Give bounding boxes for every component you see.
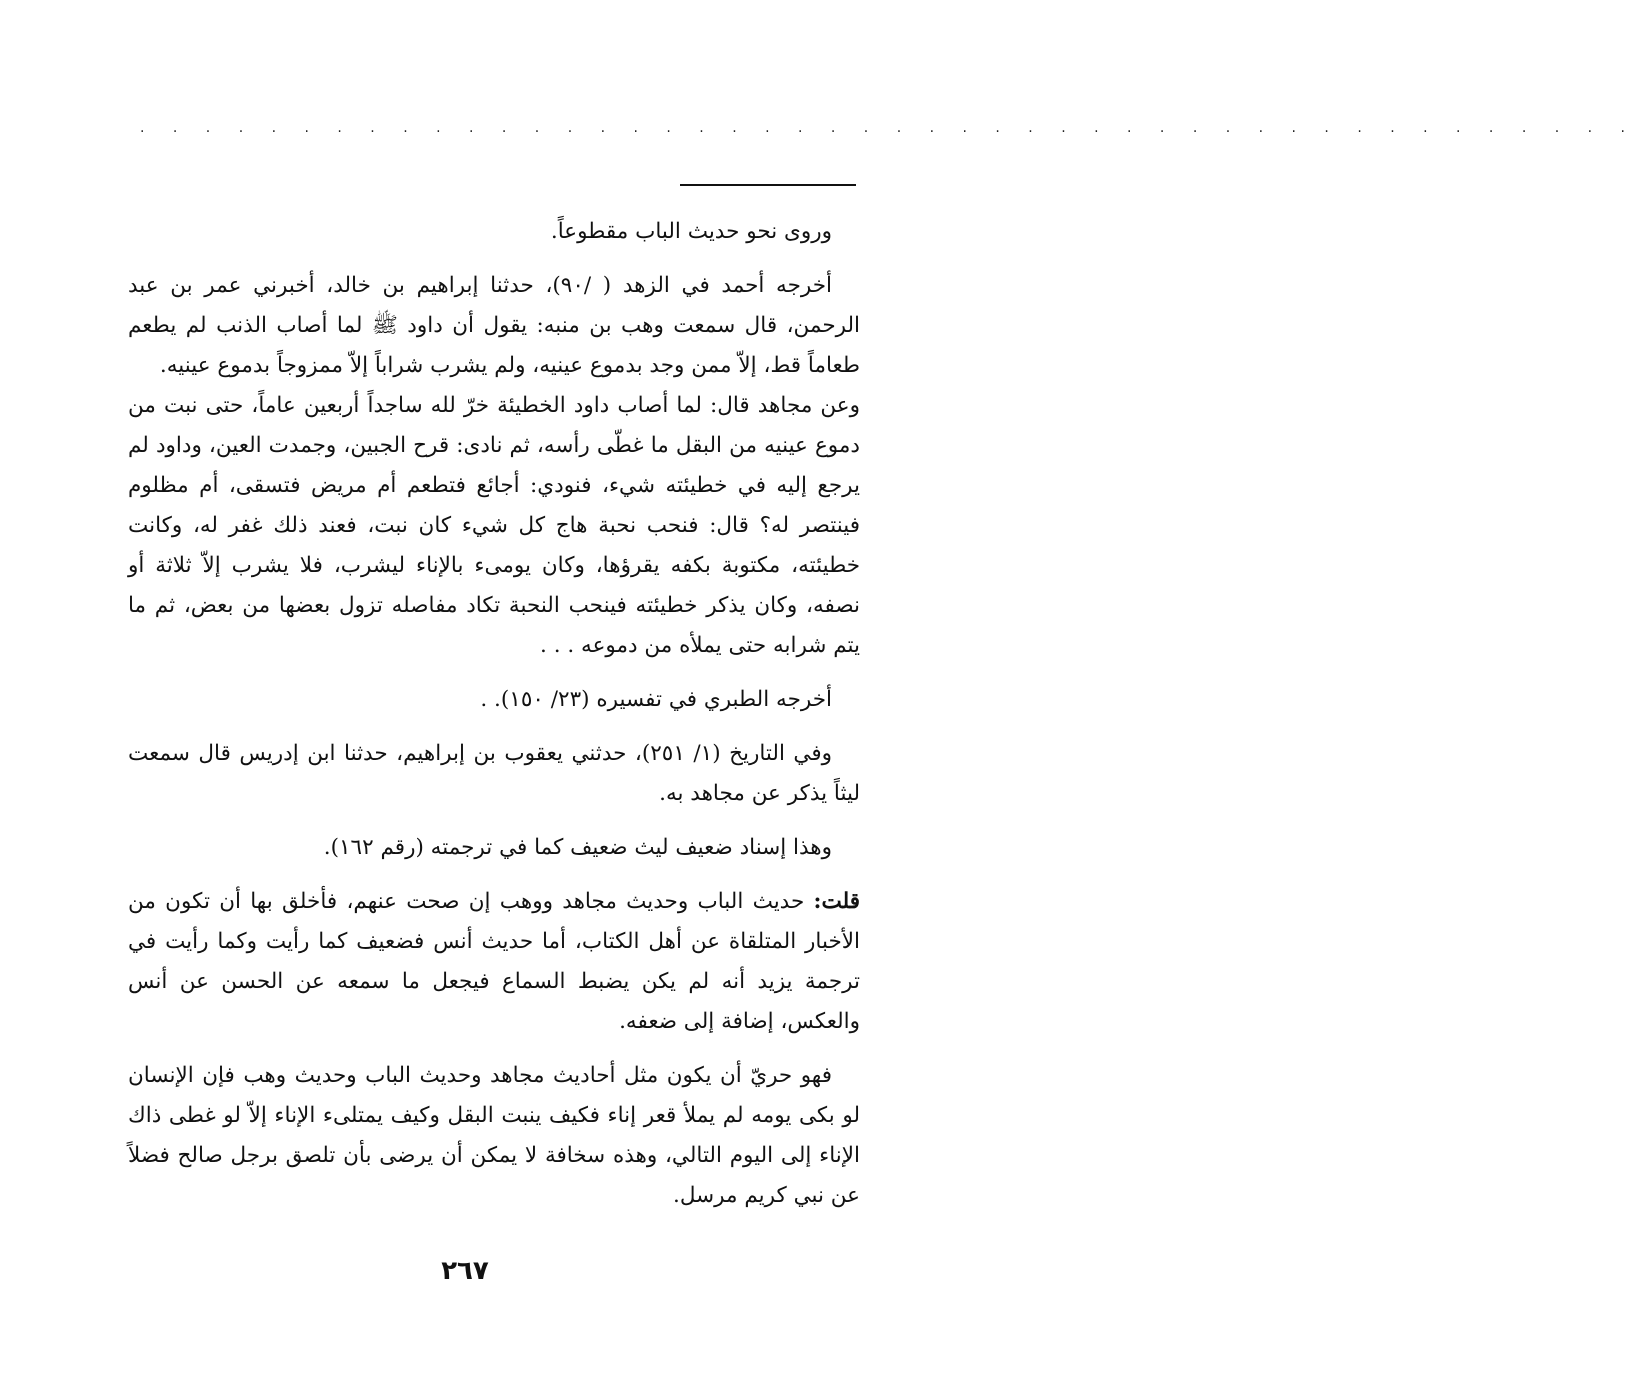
paragraph-text: حديث الباب وحديث مجاهد ووهب إن صحت عنهم، فأخلق بها أن تكون من الأخبار المتلقاة عن أهل الكتاب، أما حديث أنس فضعيف كما رأيت وكما رأيت في ترجمة يزيد أنه لم يكن يضبط السماع فيجعل ما سمعه عن الحسن عن أنس والعكس، إضافة إلى ضعفه.	[128, 889, 860, 1034]
paragraph-7	[128, 882, 860, 1042]
paragraph-8	[128, 1056, 860, 1216]
paragraph-2	[128, 266, 860, 386]
paragraph-3	[128, 386, 860, 666]
paragraph-5	[128, 734, 860, 814]
paragraph-1	[128, 212, 860, 252]
page-body	[128, 212, 860, 1216]
paragraph-text: أخرجه أحمد في الزهد ( /٩٠)، حدثنا إبراهيم بن خالد، أخبرني عمر بن عبد الرحمن، قال سمعت وهب بن منبه: يقول أن داود ﷺ لما أصاب الذنب لم يطعم طعاماً قط، إلاّ ممن وجد بدموع عينيه، ولم يشرب شراباً إلاّ ممزوجاً بدموع عينيه.	[128, 273, 860, 378]
paragraph-6	[128, 828, 860, 868]
paragraph-text: وروى نحو حديث الباب مقطوعاً.	[550, 219, 832, 244]
paragraph-text: وعن مجاهد قال: لما أصاب داود الخطيئة خرّ لله ساجداً أربعين عاماً، حتى نبت من دموع عينيه من البقل ما غطّى رأسه، ثم نادى: قرح الجبين، وجمدت العين، وداود لم يرجع إليه في خطيئته شيء، فنودي: أجائع فتطعم أم مريض فتسقى، أم مظلوم فينتصر له؟ قال: فنحب نحبة هاج كل شيء كان نبت، فعند ذلك غفر له، وكانت خطيئته، مكتوبة بكفه يقرؤها، وكان يومىء بالإناء ليشرب، فلا يشرب إلاّ ثلاثة أو نصفه، وكان يذكر خطيئته فينحب النحبة تكاد مفاصله تزول بعضها من بعض، ثم ما يتم شرابه حتى يملأه من دموعه . . .	[128, 393, 860, 658]
paragraph-text: وفي التاريخ (١/ ٢٥١)، حدثني يعقوب بن إبراهيم، حدثنا ابن إدريس قال سمعت ليثاً يذكر عن مجاهد به.	[128, 741, 860, 806]
paragraph-4	[128, 680, 860, 720]
dotted-separator: . . . . . . . . . . . . . . . . . . . . . . . . . . . . . . . . . . . . . . . . . . . . . .	[140, 120, 1637, 136]
page-number: ٢٦٧	[441, 1256, 489, 1286]
footnote-rule	[680, 184, 856, 186]
paragraph-text: وهذا إسناد ضعيف ليث ضعيف كما في ترجمته (رقم ١٦٢).	[323, 835, 832, 860]
paragraph-text: فهو حريّ أن يكون مثل أحاديث مجاهد وحديث الباب وحديث وهب فإن الإنسان لو بكى يومه لم يملأ قعر إناء فكيف ينبت البقل وكيف يمتلىء الإناء إلاّ لو غطى ذاك الإناء إلى اليوم التالي، وهذه سخافة لا يمكن أن يرضى بأن تلصق برجل صالح فضلاً عن نبي كريم مرسل.	[128, 1063, 860, 1208]
paragraph-text: أخرجه الطبري في تفسيره (٢٣/ ١٥٠). .	[480, 687, 832, 712]
paragraph-lead: قلت:	[813, 889, 860, 914]
